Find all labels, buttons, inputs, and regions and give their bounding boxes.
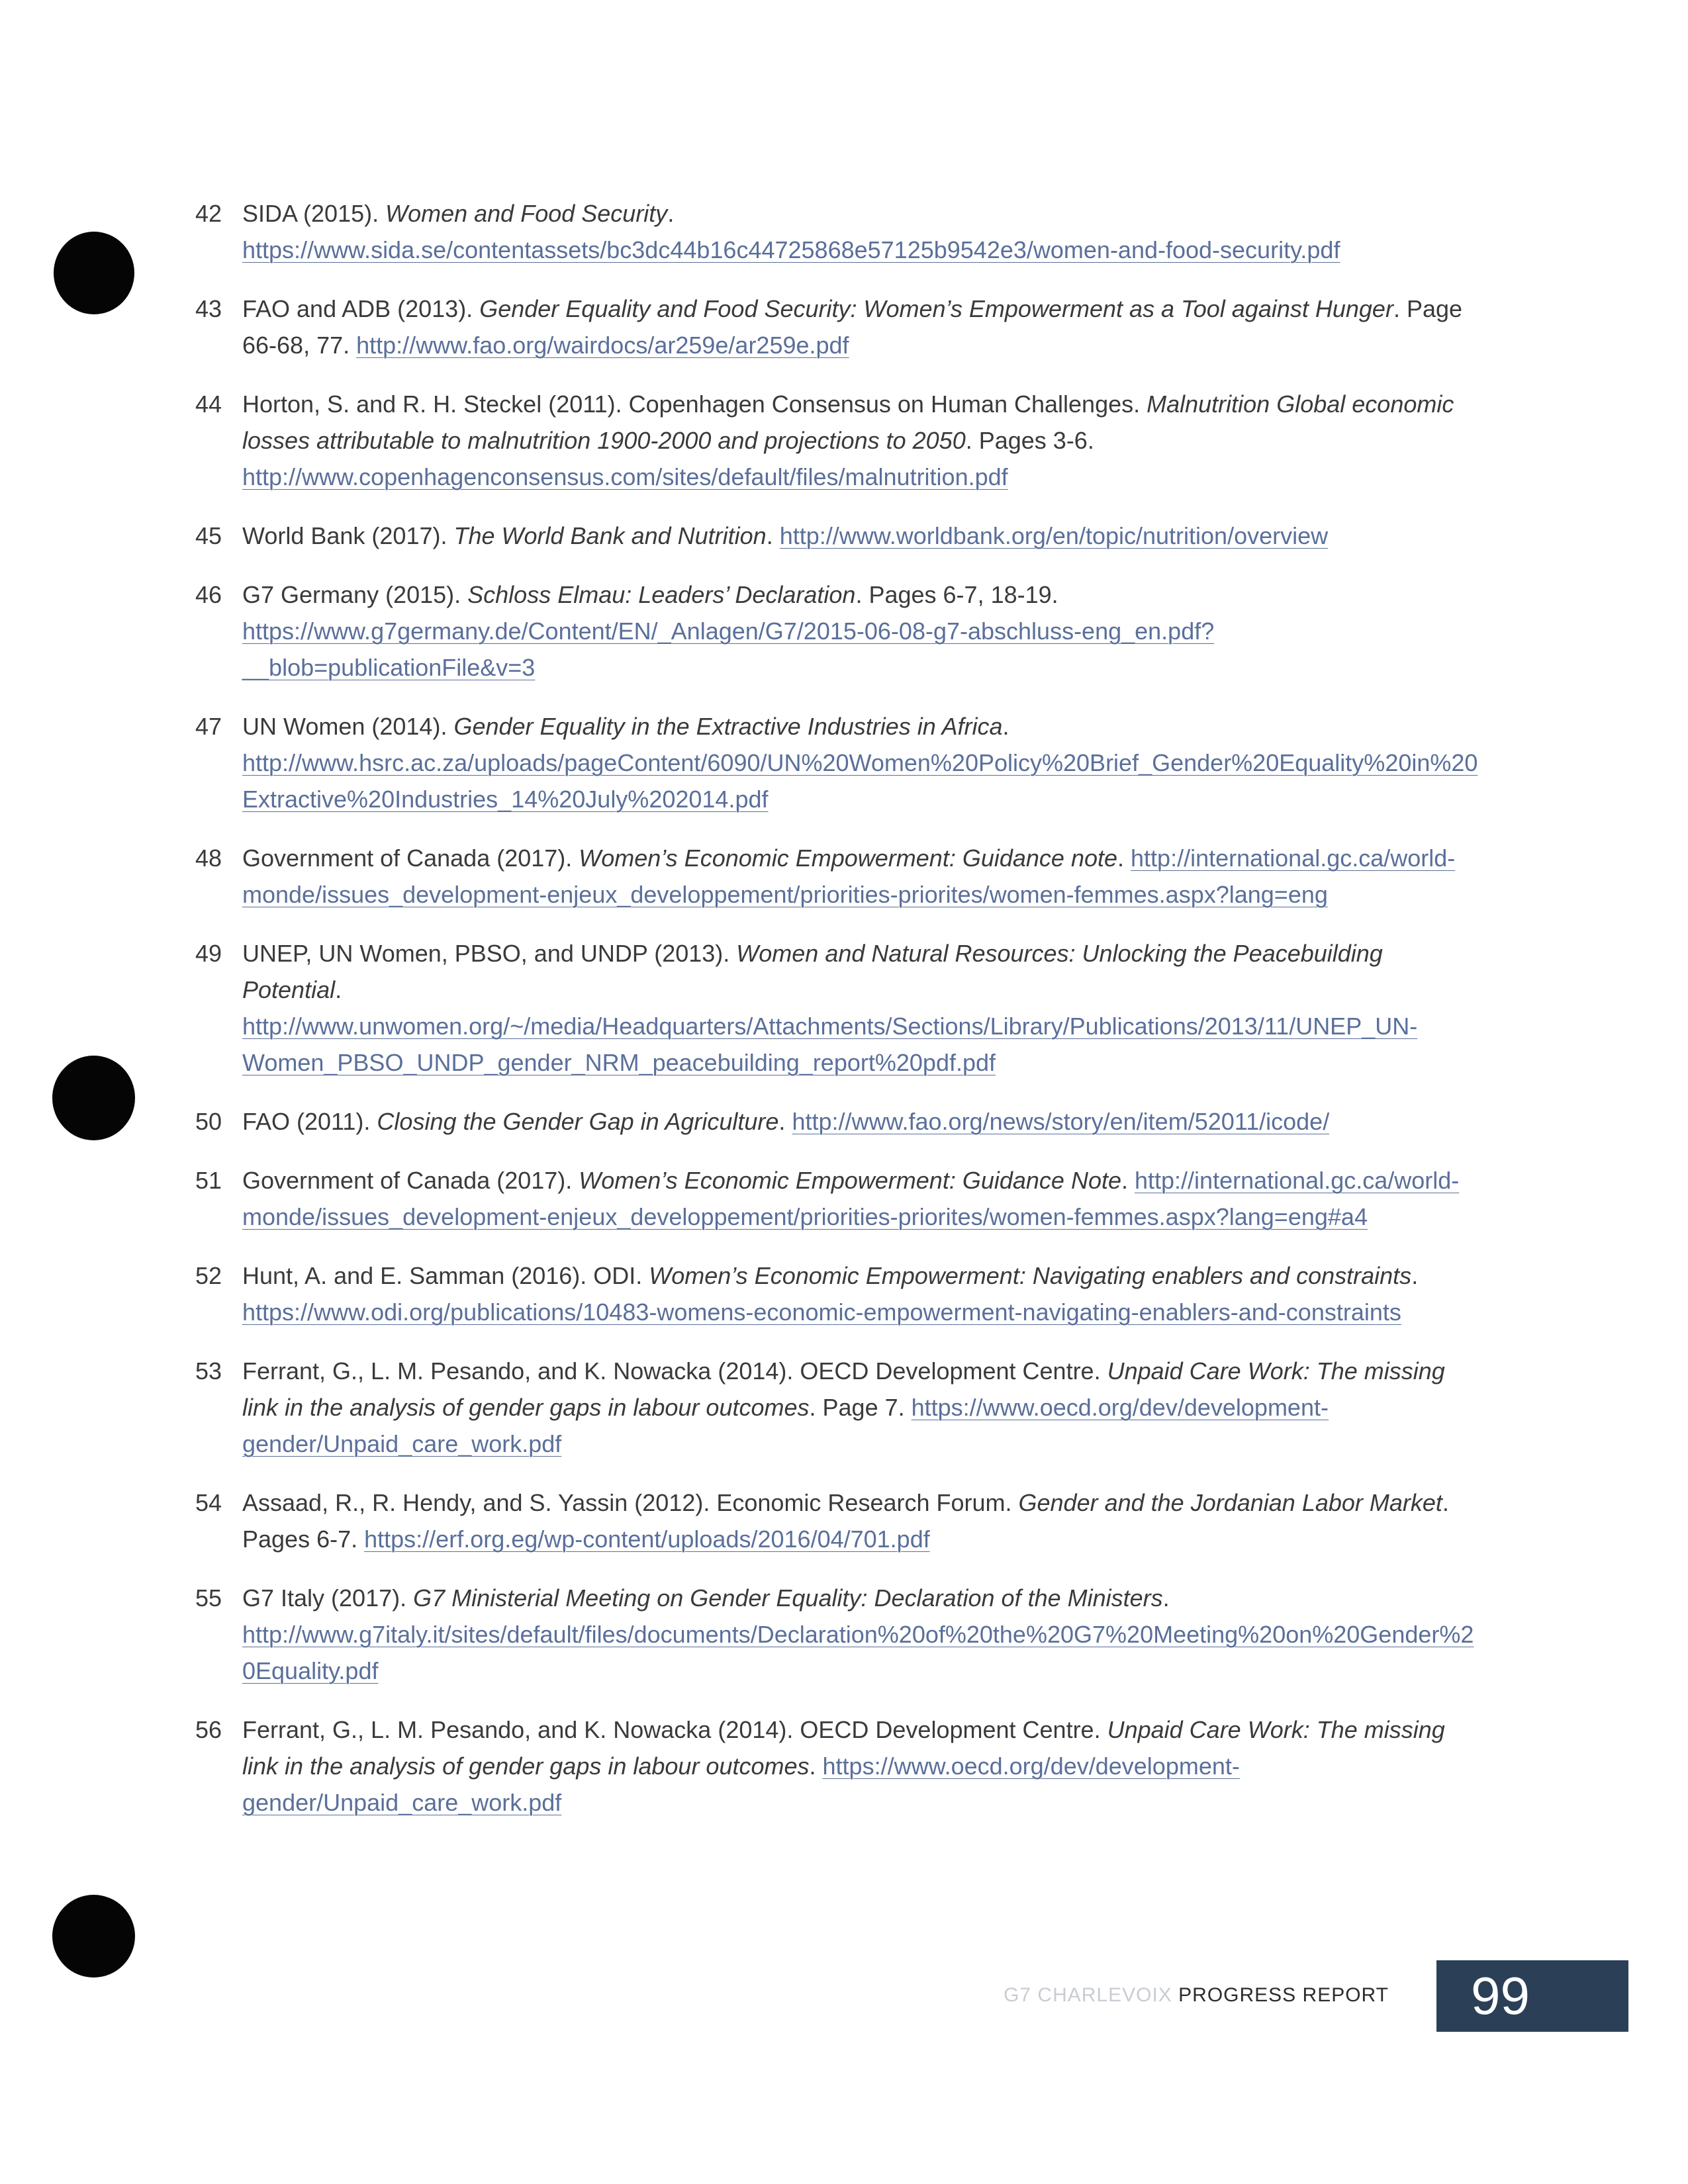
footnote-number: 54 (195, 1489, 222, 1516)
footnote-item (0, 1711, 1487, 1821)
footnote-citation-details: . (1121, 1167, 1135, 1194)
footnote-citation-details: . (809, 1752, 823, 1780)
footnote-citation-details: . (1117, 844, 1131, 872)
footnote-citation-details: . (766, 522, 780, 549)
footnote-item (0, 1580, 1487, 1689)
footnote-work-title: G7 Ministerial Meeting on Gender Equality: Declaration of the Ministers (413, 1584, 1163, 1612)
footnote-citation-details: . Page 66-68, 77. (242, 295, 1463, 359)
footnote-citation: Government of Canada (2017). (242, 1167, 579, 1194)
footnote-citation: World Bank (2017). (242, 522, 454, 549)
footnote-citation-details: . (778, 1108, 792, 1135)
footnote-work-title: Women and Natural Resources: Unlocking the Peacebuilding Potential (242, 940, 1383, 1003)
footnote-item (0, 576, 1487, 686)
footnote-number: 53 (195, 1357, 222, 1385)
footnote-link[interactable]: http://www.copenhagenconsensus.com/sites/default/files/malnutrition.pdf (242, 463, 1008, 490)
footnote-work-title: The World Bank and Nutrition (453, 522, 767, 549)
footnote-item (0, 1257, 1487, 1330)
report-name-prefix: G7 CHARLEVOIX (1004, 1984, 1172, 2006)
footnote-citation: FAO (2011). (242, 1108, 377, 1135)
footnote-work-title: Schloss Elmau: Leaders’ Declaration (467, 581, 856, 608)
footnote-number: 45 (195, 522, 222, 549)
footnote-item (0, 1162, 1487, 1235)
footnote-link[interactable]: http://international.gc.ca/world-monde/issues_development-enjeux_developpement/priorities-priorites/women-femmes.aspx?lang=eng#a4 (242, 1167, 1460, 1230)
footnote-item (0, 1103, 1487, 1140)
footnote-link[interactable]: https://www.g7germany.de/Content/EN/_Anlagen/G7/2015-06-08-g7-abschluss-eng_en.pdf?__blob=publicationFile&v=3 (242, 617, 1215, 681)
footnote-item (0, 386, 1487, 495)
footnote-link[interactable]: http://international.gc.ca/world-monde/issues_development-enjeux_developpement/priorities-priorites/women-femmes.aspx?lang=eng (242, 844, 1456, 908)
footnote-link[interactable]: http://www.worldbank.org/en/topic/nutrition/overview (779, 522, 1329, 549)
footnote-item (0, 291, 1487, 363)
footnote-link[interactable]: http://www.hsrc.ac.za/uploads/pageContent/6090/UN%20Women%20Policy%20Brief_Gender%20Equality%20in%20Extractive%20Industries_14%20July%202014.pdf (242, 749, 1478, 813)
footnote-citation: Assaad, R., R. Hendy, and S. Yassin (2012). Economic Research Forum. (242, 1489, 1019, 1516)
report-name-suffix: PROGRESS REPORT (1178, 1984, 1389, 2006)
footnote-item (0, 840, 1487, 913)
footnote-item (0, 708, 1487, 817)
footnote-citation: UN Women (2014). (242, 713, 454, 740)
footnote-citation: Government of Canada (2017). (242, 844, 579, 872)
footnote-citation: Horton, S. and R. H. Steckel (2011). Copenhagen Consensus on Human Challenges. (242, 390, 1147, 418)
footnote-citation-details: . Page 7. (809, 1394, 912, 1421)
footnote-citation: Ferrant, G., L. M. Pesando, and K. Nowacka (2014). OECD Development Centre. (242, 1357, 1107, 1385)
footnote-number: 43 (195, 295, 222, 322)
footnote-work-title: Women’s Economic Empowerment: Navigating enablers and constraints (649, 1262, 1412, 1289)
footnote-list (0, 195, 1688, 1843)
footnote-citation-details: . Pages 6-7, 18-19. (855, 581, 1058, 608)
binder-hole-bottom (52, 1895, 135, 1978)
footnote-work-title: Gender Equality in the Extractive Industries in Africa (453, 713, 1003, 740)
footnote-citation: UNEP, UN Women, PBSO, and UNDP (2013). (242, 940, 737, 967)
footnote-citation: Hunt, A. and E. Samman (2016). ODI. (242, 1262, 649, 1289)
footnote-work-title: Women’s Economic Empowerment: Guidance note (579, 844, 1118, 872)
footnote-citation: FAO and ADB (2013). (242, 295, 480, 322)
footnote-citation: SIDA (2015). (242, 200, 386, 227)
footnote-work-title: Malnutrition Global economic losses attributable to malnutrition 1900-2000 and projections to 2050 (242, 390, 1454, 454)
page-footer (1004, 1960, 1628, 2034)
footnote-work-title: Women’s Economic Empowerment: Guidance Note (579, 1167, 1121, 1194)
footnote-number: 52 (195, 1262, 222, 1289)
footnote-number: 51 (195, 1167, 222, 1194)
footnote-work-title: Unpaid Care Work: The missing link in the analysis of gender gaps in labour outcomes (242, 1716, 1445, 1780)
footnote-number: 46 (195, 581, 222, 608)
footnote-number: 50 (195, 1108, 222, 1135)
footnote-work-title: Unpaid Care Work: The missing link in the analysis of gender gaps in labour outcomes (242, 1357, 1445, 1421)
footnote-citation-details: . Pages 3-6. (965, 427, 1094, 454)
footnote-link[interactable]: http://www.unwomen.org/~/media/Headquarters/Attachments/Sections/Library/Publications/2013/11/UNEP_UN-Women_PBSO_UNDP_gender_NRM_peacebuilding_report%20pdf.pdf (242, 1013, 1418, 1076)
footnote-item (0, 935, 1487, 1081)
footnote-item (0, 518, 1487, 554)
footnote-number: 47 (195, 713, 222, 740)
footnote-citation-details: . (1162, 1584, 1170, 1612)
footnote-item (0, 195, 1487, 268)
footnote-number: 44 (195, 390, 222, 418)
footnote-work-title: Closing the Gender Gap in Agriculture (377, 1108, 779, 1135)
footnote-citation: G7 Germany (2015). (242, 581, 468, 608)
footnote-work-title: Gender and the Jordanian Labor Market (1018, 1489, 1442, 1516)
footnote-link[interactable]: http://www.g7italy.it/sites/default/files/documents/Declaration%20of%20the%20G7%20Meeting%20on%20Gender%20Equality.pdf (242, 1621, 1474, 1684)
footnote-number: 56 (195, 1716, 222, 1743)
footnote-number: 48 (195, 844, 222, 872)
footnote-citation-details: . (667, 200, 675, 227)
footnote-link[interactable]: https://www.oecd.org/dev/development-gender/Unpaid_care_work.pdf (242, 1394, 1329, 1457)
page-number: 99 (1436, 1960, 1628, 2032)
footnote-citation: G7 Italy (2017). (242, 1584, 414, 1612)
footnote-citation-details: . (1411, 1262, 1419, 1289)
report-name (1004, 1984, 1389, 2007)
footnote-number: 49 (195, 940, 222, 967)
footnote-link[interactable]: https://www.oecd.org/dev/development-gender/Unpaid_care_work.pdf (242, 1752, 1240, 1816)
footnote-link[interactable]: https://www.sida.se/contentassets/bc3dc44b16c44725868e57125b9542e3/women-and-food-security.pdf (242, 236, 1340, 263)
footnote-item (0, 1484, 1487, 1557)
footnote-link[interactable]: https://erf.org.eg/wp-content/uploads/2016/04/701.pdf (364, 1525, 930, 1553)
footnote-link[interactable]: https://www.odi.org/publications/10483-womens-economic-empowerment-navigating-enablers-and-constraints (242, 1298, 1401, 1326)
footnote-citation-details: . Pages 6-7. (242, 1489, 1449, 1553)
footnote-citation-details: . (335, 976, 342, 1003)
footnote-link[interactable]: http://www.fao.org/wairdocs/ar259e/ar259e.pdf (356, 332, 849, 359)
footnote-number: 42 (195, 200, 222, 227)
footnote-citation: Ferrant, G., L. M. Pesando, and K. Nowacka (2014). OECD Development Centre. (242, 1716, 1107, 1743)
footnote-work-title: Gender Equality and Food Security: Women’s Empowerment as a Tool against Hunger (479, 295, 1393, 322)
footnote-citation-details: . (1002, 713, 1009, 740)
footnote-item (0, 1353, 1487, 1462)
footnote-link[interactable]: http://www.fao.org/news/story/en/item/52011/icode/ (792, 1108, 1330, 1135)
footnote-work-title: Women and Food Security (385, 200, 668, 227)
footnote-number: 55 (195, 1584, 222, 1612)
